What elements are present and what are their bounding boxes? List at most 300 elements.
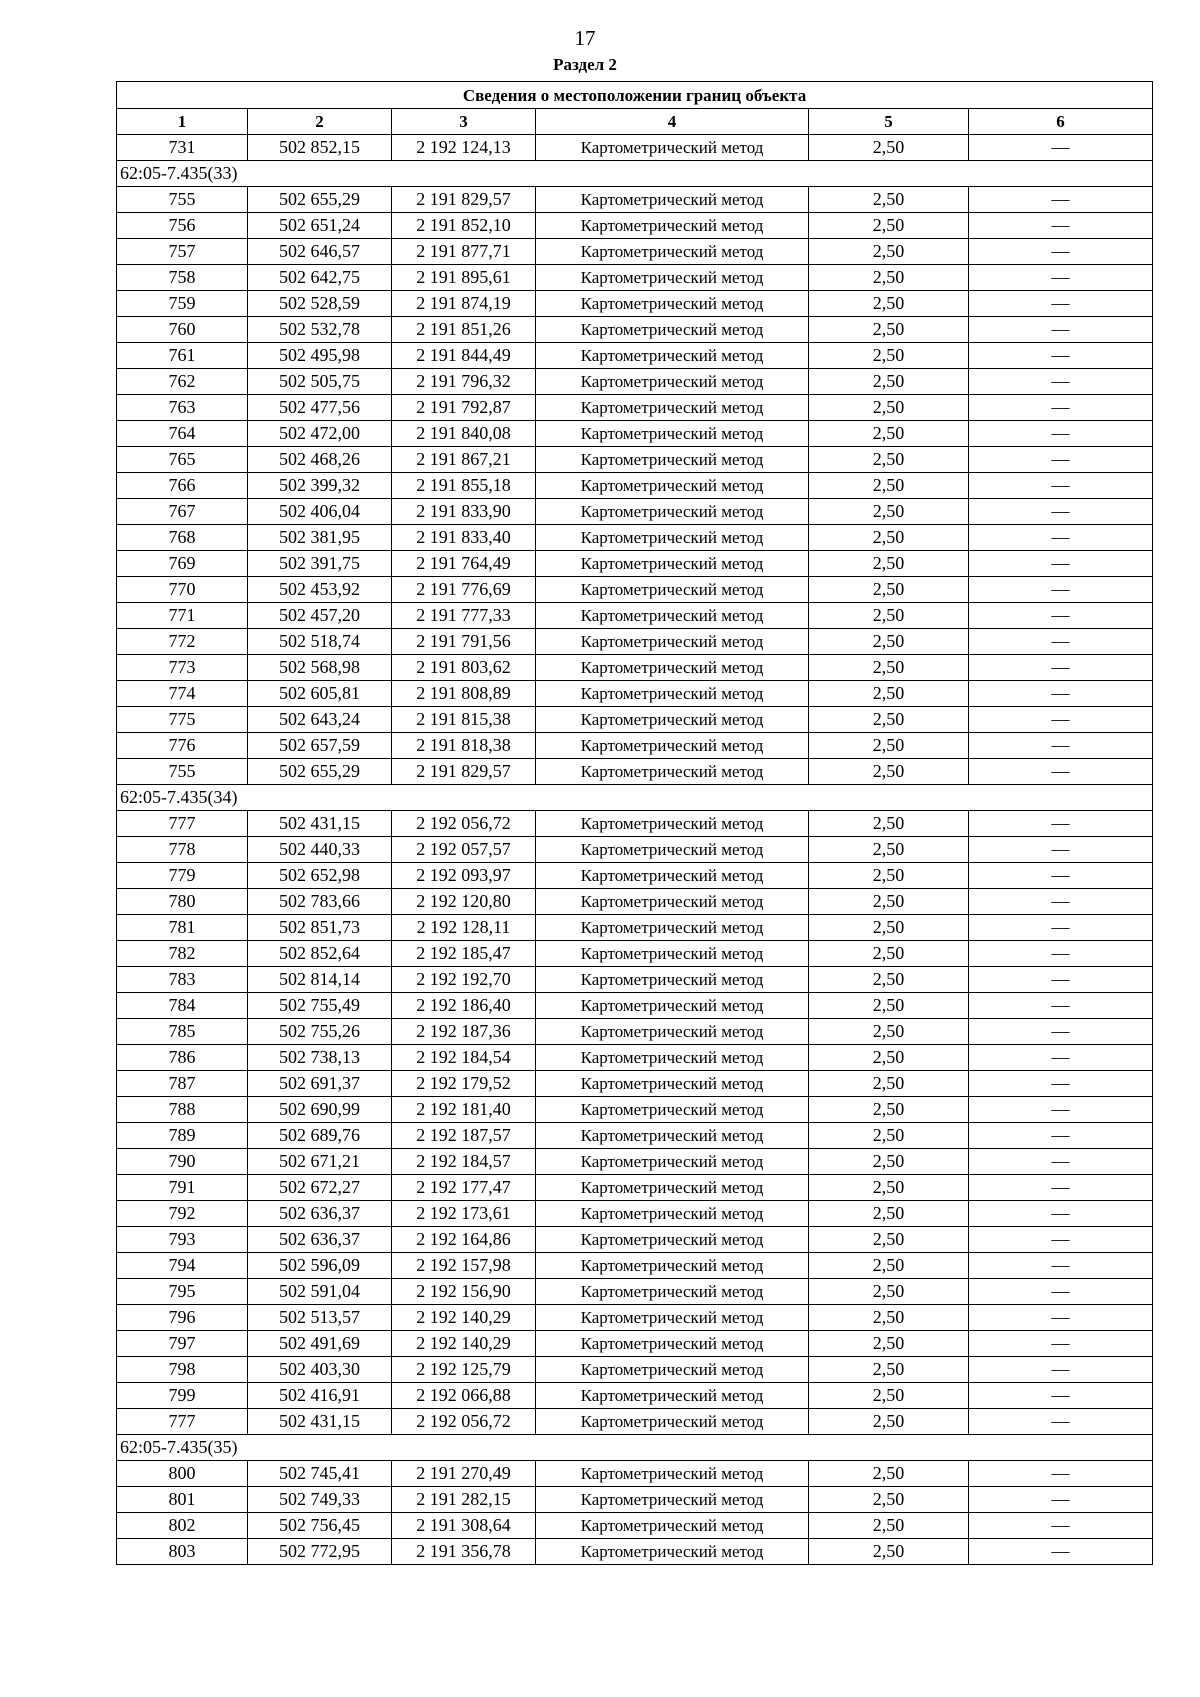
- point-number-cell: 767: [117, 499, 248, 525]
- note-cell: —: [969, 889, 1153, 915]
- group-label: 62:05-7.435(34): [117, 785, 1153, 811]
- coordinate-y-cell: 2 191 792,87: [392, 395, 536, 421]
- coordinate-x-cell: 502 528,59: [248, 291, 392, 317]
- coordinate-y-cell: 2 191 855,18: [392, 473, 536, 499]
- coordinate-y-cell: 2 192 124,13: [392, 135, 536, 161]
- accuracy-cell: 2,50: [809, 447, 969, 473]
- point-number-cell: 731: [117, 135, 248, 161]
- method-cell: Картометрический метод: [536, 1279, 809, 1305]
- table-row: [117, 1175, 1153, 1201]
- coordinate-x-cell: 502 755,49: [248, 993, 392, 1019]
- point-number-cell: 755: [117, 759, 248, 785]
- coordinate-x-cell: 502 505,75: [248, 369, 392, 395]
- table-row: [117, 967, 1153, 993]
- note-cell: —: [969, 707, 1153, 733]
- method-cell: Картометрический метод: [536, 681, 809, 707]
- accuracy-cell: 2,50: [809, 1253, 969, 1279]
- accuracy-cell: 2,50: [809, 1357, 969, 1383]
- point-number-cell: 796: [117, 1305, 248, 1331]
- coordinate-y-cell: 2 192 173,61: [392, 1201, 536, 1227]
- coordinate-x-cell: 502 651,24: [248, 213, 392, 239]
- point-number-cell: 766: [117, 473, 248, 499]
- coordinate-y-cell: 2 192 164,86: [392, 1227, 536, 1253]
- accuracy-cell: 2,50: [809, 1097, 969, 1123]
- method-cell: Картометрический метод: [536, 1019, 809, 1045]
- table-row: [117, 889, 1153, 915]
- coordinate-y-cell: 2 192 140,29: [392, 1305, 536, 1331]
- accuracy-cell: 2,50: [809, 915, 969, 941]
- coordinate-y-cell: 2 191 877,71: [392, 239, 536, 265]
- note-cell: —: [969, 213, 1153, 239]
- method-cell: Картометрический метод: [536, 499, 809, 525]
- point-number-cell: 773: [117, 655, 248, 681]
- note-cell: —: [969, 655, 1153, 681]
- coordinate-x-cell: 502 671,21: [248, 1149, 392, 1175]
- coordinate-y-cell: 2 191 815,38: [392, 707, 536, 733]
- note-cell: —: [969, 1409, 1153, 1435]
- coordinate-x-cell: 502 852,64: [248, 941, 392, 967]
- coordinate-y-cell: 2 191 808,89: [392, 681, 536, 707]
- coordinate-x-cell: 502 745,41: [248, 1461, 392, 1487]
- note-cell: —: [969, 239, 1153, 265]
- table-row: [117, 499, 1153, 525]
- coordinate-x-cell: 502 749,33: [248, 1487, 392, 1513]
- point-number-cell: 785: [117, 1019, 248, 1045]
- note-cell: —: [969, 915, 1153, 941]
- point-number-cell: 788: [117, 1097, 248, 1123]
- table-row: [117, 1487, 1153, 1513]
- note-cell: —: [969, 733, 1153, 759]
- note-cell: —: [969, 265, 1153, 291]
- method-cell: Картометрический метод: [536, 1045, 809, 1071]
- coordinate-y-cell: 2 191 308,64: [392, 1513, 536, 1539]
- accuracy-cell: 2,50: [809, 889, 969, 915]
- coordinate-y-cell: 2 192 181,40: [392, 1097, 536, 1123]
- method-cell: Картометрический метод: [536, 577, 809, 603]
- coordinate-y-cell: 2 191 764,49: [392, 551, 536, 577]
- coordinate-y-cell: 2 192 140,29: [392, 1331, 536, 1357]
- coordinate-x-cell: 502 568,98: [248, 655, 392, 681]
- column-header-row: [117, 109, 1153, 135]
- note-cell: —: [969, 1305, 1153, 1331]
- coordinate-x-cell: 502 477,56: [248, 395, 392, 421]
- accuracy-cell: 2,50: [809, 1175, 969, 1201]
- accuracy-cell: 2,50: [809, 1019, 969, 1045]
- table-row: [117, 603, 1153, 629]
- point-number-cell: 758: [117, 265, 248, 291]
- coordinate-y-cell: 2 192 056,72: [392, 811, 536, 837]
- method-cell: Картометрический метод: [536, 1487, 809, 1513]
- method-cell: Картометрический метод: [536, 1461, 809, 1487]
- point-number-cell: 787: [117, 1071, 248, 1097]
- accuracy-cell: 2,50: [809, 1305, 969, 1331]
- coordinate-x-cell: 502 518,74: [248, 629, 392, 655]
- table-body: [117, 135, 1153, 1565]
- method-cell: Картометрический метод: [536, 265, 809, 291]
- method-cell: Картометрический метод: [536, 525, 809, 551]
- point-number-cell: 783: [117, 967, 248, 993]
- note-cell: —: [969, 291, 1153, 317]
- coordinate-y-cell: 2 191 282,15: [392, 1487, 536, 1513]
- coordinate-x-cell: 502 691,37: [248, 1071, 392, 1097]
- table-row: [117, 291, 1153, 317]
- point-number-cell: 775: [117, 707, 248, 733]
- accuracy-cell: 2,50: [809, 811, 969, 837]
- point-number-cell: 768: [117, 525, 248, 551]
- coordinate-y-cell: 2 191 829,57: [392, 187, 536, 213]
- point-number-cell: 759: [117, 291, 248, 317]
- table-row: [117, 421, 1153, 447]
- table-row: [117, 837, 1153, 863]
- point-number-cell: 794: [117, 1253, 248, 1279]
- note-cell: —: [969, 395, 1153, 421]
- coordinate-x-cell: 502 532,78: [248, 317, 392, 343]
- note-cell: —: [969, 525, 1153, 551]
- coordinate-y-cell: 2 191 796,32: [392, 369, 536, 395]
- coordinate-x-cell: 502 643,24: [248, 707, 392, 733]
- accuracy-cell: 2,50: [809, 1071, 969, 1097]
- table-row: [117, 759, 1153, 785]
- method-cell: Картометрический метод: [536, 213, 809, 239]
- coordinate-x-cell: 502 814,14: [248, 967, 392, 993]
- coordinate-x-cell: 502 852,15: [248, 135, 392, 161]
- method-cell: Картометрический метод: [536, 473, 809, 499]
- accuracy-cell: 2,50: [809, 473, 969, 499]
- coordinate-x-cell: 502 399,32: [248, 473, 392, 499]
- coordinate-y-cell: 2 192 184,57: [392, 1149, 536, 1175]
- coordinate-y-cell: 2 191 895,61: [392, 265, 536, 291]
- table-row: [117, 681, 1153, 707]
- point-number-cell: 799: [117, 1383, 248, 1409]
- note-cell: —: [969, 1513, 1153, 1539]
- note-cell: —: [969, 551, 1153, 577]
- coordinate-y-cell: 2 191 833,40: [392, 525, 536, 551]
- note-cell: —: [969, 1097, 1153, 1123]
- table-row: [117, 1149, 1153, 1175]
- accuracy-cell: 2,50: [809, 1201, 969, 1227]
- column-header: 4: [536, 109, 809, 135]
- accuracy-cell: 2,50: [809, 1539, 969, 1565]
- table-row: [117, 473, 1153, 499]
- table-row: [117, 1045, 1153, 1071]
- point-number-cell: 789: [117, 1123, 248, 1149]
- coordinate-x-cell: 502 851,73: [248, 915, 392, 941]
- note-cell: —: [969, 1279, 1153, 1305]
- coordinate-x-cell: 502 605,81: [248, 681, 392, 707]
- coordinate-x-cell: 502 755,26: [248, 1019, 392, 1045]
- note-cell: —: [969, 447, 1153, 473]
- coordinate-x-cell: 502 431,15: [248, 1409, 392, 1435]
- method-cell: Картометрический метод: [536, 239, 809, 265]
- note-cell: —: [969, 343, 1153, 369]
- note-cell: —: [969, 1071, 1153, 1097]
- method-cell: Картометрический метод: [536, 343, 809, 369]
- table-row: [117, 1097, 1153, 1123]
- point-number-cell: 772: [117, 629, 248, 655]
- table-row: [117, 1227, 1153, 1253]
- table-row: [117, 239, 1153, 265]
- method-cell: Картометрический метод: [536, 993, 809, 1019]
- column-header: 1: [117, 109, 248, 135]
- accuracy-cell: 2,50: [809, 655, 969, 681]
- note-cell: —: [969, 499, 1153, 525]
- coordinate-x-cell: 502 406,04: [248, 499, 392, 525]
- column-header: 6: [969, 109, 1153, 135]
- point-number-cell: 765: [117, 447, 248, 473]
- table-row: [117, 707, 1153, 733]
- coordinate-x-cell: 502 652,98: [248, 863, 392, 889]
- accuracy-cell: 2,50: [809, 759, 969, 785]
- coordinate-y-cell: 2 192 187,36: [392, 1019, 536, 1045]
- group-header-row: [117, 785, 1153, 811]
- coordinate-x-cell: 502 689,76: [248, 1123, 392, 1149]
- method-cell: Картометрический метод: [536, 1227, 809, 1253]
- point-number-cell: 797: [117, 1331, 248, 1357]
- point-number-cell: 784: [117, 993, 248, 1019]
- table-row: [117, 733, 1153, 759]
- coordinate-x-cell: 502 495,98: [248, 343, 392, 369]
- table-row: [117, 811, 1153, 837]
- note-cell: —: [969, 577, 1153, 603]
- coordinate-x-cell: 502 472,00: [248, 421, 392, 447]
- coordinate-x-cell: 502 772,95: [248, 1539, 392, 1565]
- table-row: [117, 1513, 1153, 1539]
- coordinate-x-cell: 502 738,13: [248, 1045, 392, 1071]
- coordinate-y-cell: 2 192 184,54: [392, 1045, 536, 1071]
- table-row: [117, 525, 1153, 551]
- coordinate-x-cell: 502 468,26: [248, 447, 392, 473]
- point-number-cell: 774: [117, 681, 248, 707]
- coordinate-y-cell: 2 192 157,98: [392, 1253, 536, 1279]
- table-row: [117, 1331, 1153, 1357]
- coordinate-y-cell: 2 192 093,97: [392, 863, 536, 889]
- note-cell: —: [969, 1227, 1153, 1253]
- table-row: [117, 863, 1153, 889]
- table-row: [117, 1071, 1153, 1097]
- note-cell: —: [969, 837, 1153, 863]
- note-cell: —: [969, 187, 1153, 213]
- coordinate-x-cell: 502 416,91: [248, 1383, 392, 1409]
- accuracy-cell: 2,50: [809, 1513, 969, 1539]
- coordinate-y-cell: 2 191 874,19: [392, 291, 536, 317]
- point-number-cell: 755: [117, 187, 248, 213]
- note-cell: —: [969, 1331, 1153, 1357]
- note-cell: —: [969, 1045, 1153, 1071]
- method-cell: Картометрический метод: [536, 187, 809, 213]
- note-cell: —: [969, 603, 1153, 629]
- note-cell: —: [969, 421, 1153, 447]
- method-cell: Картометрический метод: [536, 395, 809, 421]
- method-cell: Картометрический метод: [536, 1331, 809, 1357]
- point-number-cell: 790: [117, 1149, 248, 1175]
- accuracy-cell: 2,50: [809, 213, 969, 239]
- method-cell: Картометрический метод: [536, 135, 809, 161]
- note-cell: —: [969, 473, 1153, 499]
- accuracy-cell: 2,50: [809, 941, 969, 967]
- page-number: 17: [574, 26, 596, 50]
- table-row: [117, 265, 1153, 291]
- note-cell: —: [969, 1539, 1153, 1565]
- table-row: [117, 447, 1153, 473]
- coordinate-x-cell: 502 657,59: [248, 733, 392, 759]
- method-cell: Картометрический метод: [536, 863, 809, 889]
- note-cell: —: [969, 1149, 1153, 1175]
- note-cell: —: [969, 629, 1153, 655]
- point-number-cell: 793: [117, 1227, 248, 1253]
- note-cell: —: [969, 681, 1153, 707]
- accuracy-cell: 2,50: [809, 1487, 969, 1513]
- coordinate-y-cell: 2 192 128,11: [392, 915, 536, 941]
- table-caption: Сведения о местоположении границ объекта: [117, 82, 1153, 109]
- point-number-cell: 777: [117, 1409, 248, 1435]
- accuracy-cell: 2,50: [809, 577, 969, 603]
- boundary-coordinates-table: [116, 81, 1153, 1565]
- table-row: [117, 941, 1153, 967]
- coordinate-y-cell: 2 191 833,90: [392, 499, 536, 525]
- point-number-cell: 762: [117, 369, 248, 395]
- method-cell: Картометрический метод: [536, 1253, 809, 1279]
- accuracy-cell: 2,50: [809, 863, 969, 889]
- method-cell: Картометрический метод: [536, 915, 809, 941]
- group-header-row: [117, 1435, 1153, 1461]
- coordinate-y-cell: 2 192 120,80: [392, 889, 536, 915]
- point-number-cell: 779: [117, 863, 248, 889]
- group-label: 62:05-7.435(33): [117, 161, 1153, 187]
- point-number-cell: 781: [117, 915, 248, 941]
- table-row: [117, 1019, 1153, 1045]
- note-cell: —: [969, 1123, 1153, 1149]
- method-cell: Картометрический метод: [536, 1409, 809, 1435]
- table-row: [117, 1253, 1153, 1279]
- accuracy-cell: 2,50: [809, 1331, 969, 1357]
- table-row: [117, 187, 1153, 213]
- table-row: [117, 915, 1153, 941]
- accuracy-cell: 2,50: [809, 239, 969, 265]
- note-cell: —: [969, 1175, 1153, 1201]
- coordinate-y-cell: 2 191 777,33: [392, 603, 536, 629]
- table-row: [117, 1357, 1153, 1383]
- accuracy-cell: 2,50: [809, 135, 969, 161]
- method-cell: Картометрический метод: [536, 889, 809, 915]
- accuracy-cell: 2,50: [809, 1227, 969, 1253]
- method-cell: Картометрический метод: [536, 447, 809, 473]
- method-cell: Картометрический метод: [536, 1357, 809, 1383]
- note-cell: —: [969, 1487, 1153, 1513]
- method-cell: Картометрический метод: [536, 1123, 809, 1149]
- coordinate-x-cell: 502 642,75: [248, 265, 392, 291]
- table-row: [117, 343, 1153, 369]
- point-number-cell: 756: [117, 213, 248, 239]
- method-cell: Картометрический метод: [536, 811, 809, 837]
- method-cell: Картометрический метод: [536, 733, 809, 759]
- method-cell: Картометрический метод: [536, 941, 809, 967]
- note-cell: —: [969, 811, 1153, 837]
- accuracy-cell: 2,50: [809, 1461, 969, 1487]
- table-row: [117, 1305, 1153, 1331]
- point-number-cell: 764: [117, 421, 248, 447]
- section-title: Раздел 2: [553, 55, 617, 74]
- method-cell: Картометрический метод: [536, 551, 809, 577]
- table-row: [117, 1539, 1153, 1565]
- method-cell: Картометрический метод: [536, 837, 809, 863]
- accuracy-cell: 2,50: [809, 187, 969, 213]
- method-cell: Картометрический метод: [536, 1175, 809, 1201]
- coordinate-x-cell: 502 513,57: [248, 1305, 392, 1331]
- coordinate-x-cell: 502 646,57: [248, 239, 392, 265]
- coordinate-x-cell: 502 453,92: [248, 577, 392, 603]
- table-row: [117, 577, 1153, 603]
- accuracy-cell: 2,50: [809, 499, 969, 525]
- point-number-cell: 803: [117, 1539, 248, 1565]
- accuracy-cell: 2,50: [809, 1383, 969, 1409]
- coordinate-y-cell: 2 192 056,72: [392, 1409, 536, 1435]
- method-cell: Картометрический метод: [536, 759, 809, 785]
- method-cell: Картометрический метод: [536, 1383, 809, 1409]
- point-number-cell: 782: [117, 941, 248, 967]
- coordinate-x-cell: 502 783,66: [248, 889, 392, 915]
- note-cell: —: [969, 317, 1153, 343]
- point-number-cell: 792: [117, 1201, 248, 1227]
- table-row: [117, 655, 1153, 681]
- coordinate-x-cell: 502 431,15: [248, 811, 392, 837]
- coordinate-x-cell: 502 391,75: [248, 551, 392, 577]
- accuracy-cell: 2,50: [809, 1123, 969, 1149]
- point-number-cell: 780: [117, 889, 248, 915]
- table-row: [117, 369, 1153, 395]
- coordinate-x-cell: 502 403,30: [248, 1357, 392, 1383]
- note-cell: —: [969, 1019, 1153, 1045]
- table-row: [117, 1383, 1153, 1409]
- method-cell: Картометрический метод: [536, 1071, 809, 1097]
- accuracy-cell: 2,50: [809, 525, 969, 551]
- note-cell: —: [969, 863, 1153, 889]
- coordinate-y-cell: 2 192 192,70: [392, 967, 536, 993]
- table-row: [117, 1201, 1153, 1227]
- accuracy-cell: 2,50: [809, 1045, 969, 1071]
- point-number-cell: 798: [117, 1357, 248, 1383]
- point-number-cell: 760: [117, 317, 248, 343]
- coordinate-x-cell: 502 591,04: [248, 1279, 392, 1305]
- coordinate-y-cell: 2 191 852,10: [392, 213, 536, 239]
- accuracy-cell: 2,50: [809, 733, 969, 759]
- point-number-cell: 757: [117, 239, 248, 265]
- table-row: [117, 1279, 1153, 1305]
- coordinate-y-cell: 2 192 185,47: [392, 941, 536, 967]
- method-cell: Картометрический метод: [536, 655, 809, 681]
- point-number-cell: 795: [117, 1279, 248, 1305]
- note-cell: —: [969, 1201, 1153, 1227]
- coordinate-y-cell: 2 191 867,21: [392, 447, 536, 473]
- coordinate-x-cell: 502 440,33: [248, 837, 392, 863]
- note-cell: —: [969, 967, 1153, 993]
- accuracy-cell: 2,50: [809, 317, 969, 343]
- note-cell: —: [969, 1461, 1153, 1487]
- accuracy-cell: 2,50: [809, 291, 969, 317]
- coordinate-x-cell: 502 457,20: [248, 603, 392, 629]
- point-number-cell: 778: [117, 837, 248, 863]
- coordinate-x-cell: 502 636,37: [248, 1201, 392, 1227]
- accuracy-cell: 2,50: [809, 369, 969, 395]
- column-header: 3: [392, 109, 536, 135]
- point-number-cell: 776: [117, 733, 248, 759]
- method-cell: Картометрический метод: [536, 603, 809, 629]
- coordinate-y-cell: 2 192 057,57: [392, 837, 536, 863]
- coordinate-x-cell: 502 756,45: [248, 1513, 392, 1539]
- accuracy-cell: 2,50: [809, 1279, 969, 1305]
- coordinate-x-cell: 502 655,29: [248, 759, 392, 785]
- method-cell: Картометрический метод: [536, 421, 809, 447]
- column-header: 2: [248, 109, 392, 135]
